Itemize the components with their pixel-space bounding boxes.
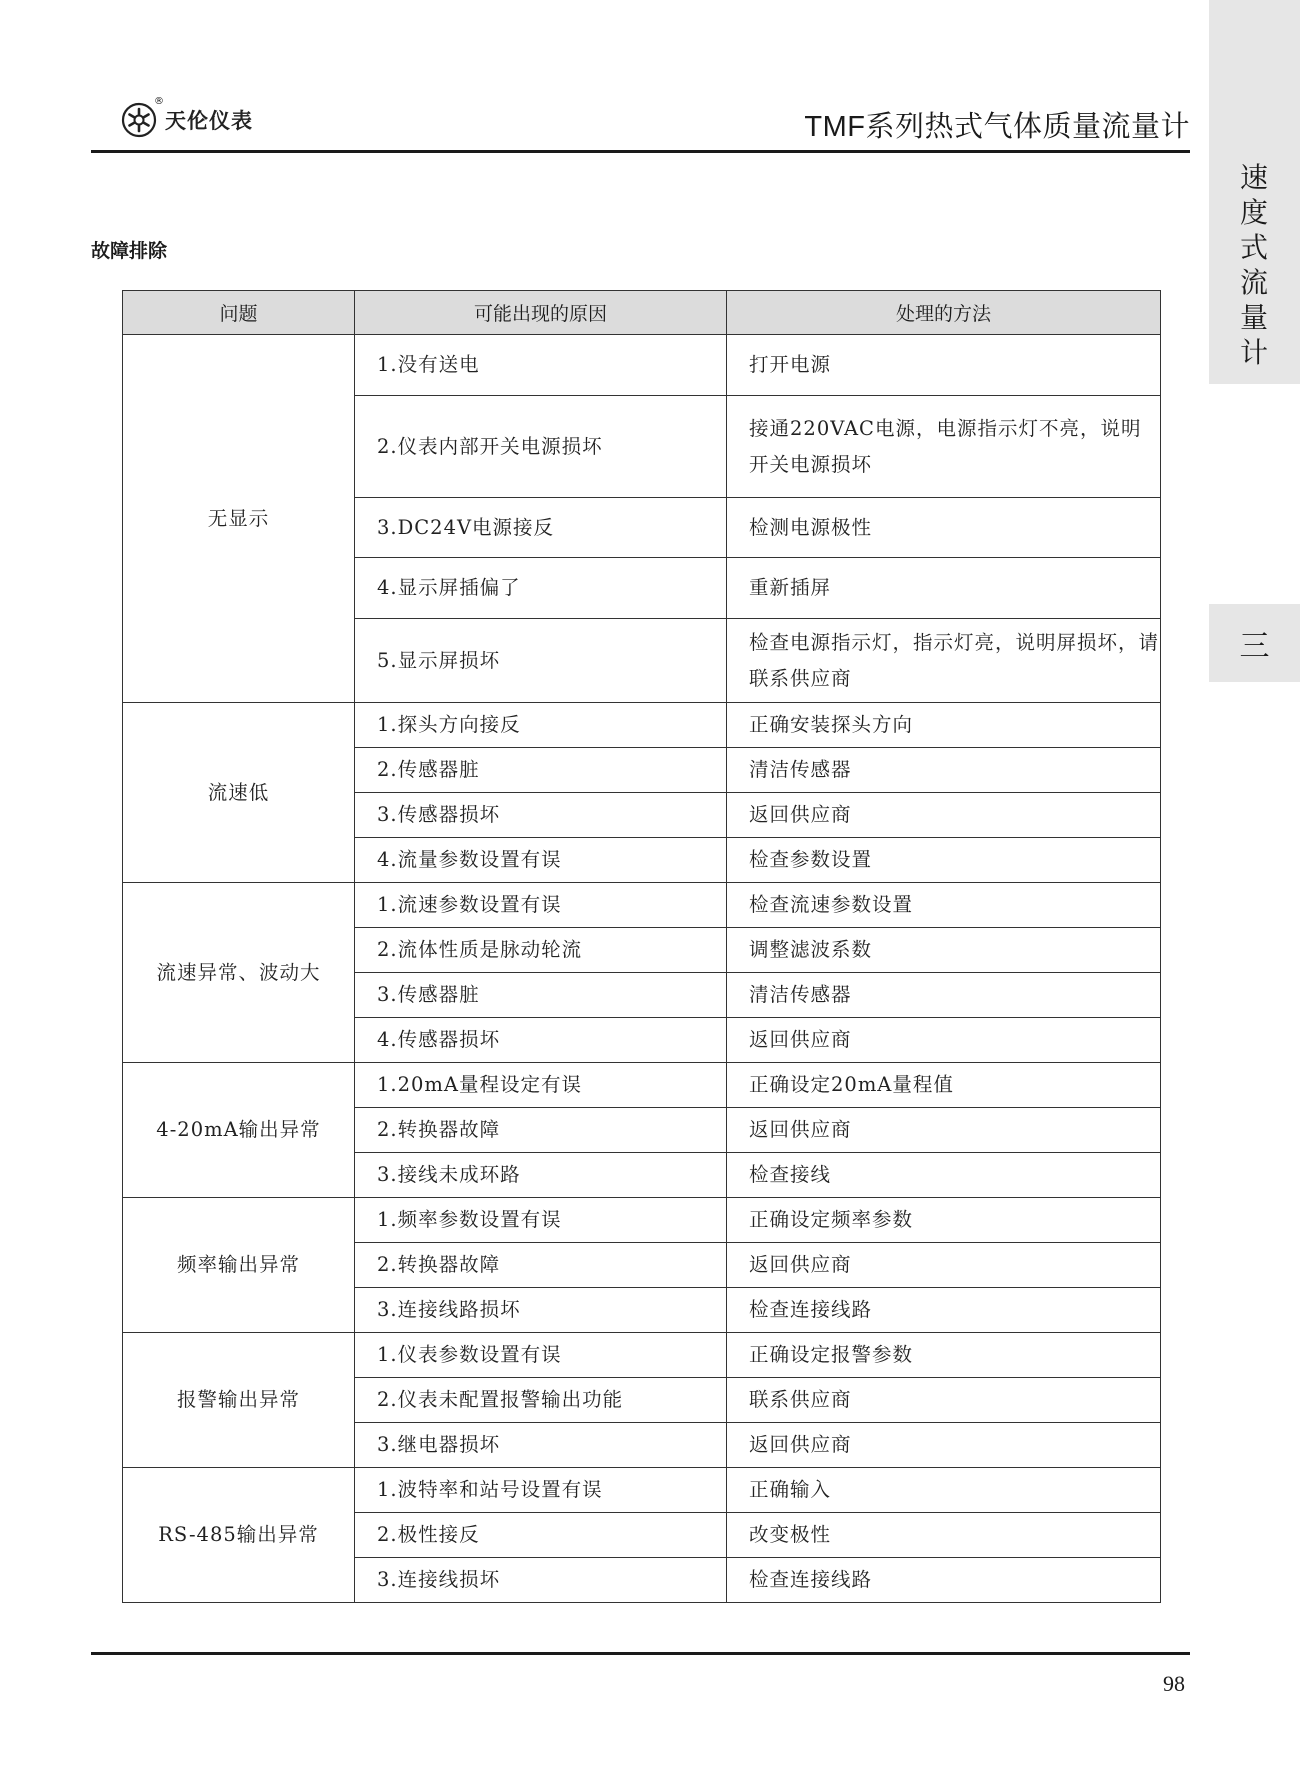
table-header-row <box>123 291 1161 335</box>
cause-cell: 1.探头方向接反 <box>355 703 727 748</box>
problem-cell: 流速低 <box>123 703 355 883</box>
section-number: 三 <box>1239 629 1270 664</box>
cause-cell: 4.流量参数设置有误 <box>355 838 727 883</box>
cause-cell: 2.极性接反 <box>355 1513 727 1558</box>
cause-cell: 3.传感器脏 <box>355 973 727 1018</box>
footer-rule <box>91 1652 1190 1655</box>
logo-text: 天伦仪表 <box>165 108 253 133</box>
problem-cell: RS-485输出异常 <box>123 1468 355 1603</box>
solution-cell: 改变极性 <box>727 1513 1161 1558</box>
table-row <box>123 1333 1161 1378</box>
solution-cell: 清洁传感器 <box>727 973 1161 1018</box>
chapter-char: 速 <box>1239 161 1268 194</box>
cause-cell: 2.仪表未配置报警输出功能 <box>355 1378 727 1423</box>
chapter-char: 度 <box>1239 196 1268 229</box>
solution-cell: 检查流速参数设置 <box>727 883 1161 928</box>
cause-cell: 1.流速参数设置有误 <box>355 883 727 928</box>
document-title: TMF系列热式气体质量流量计 <box>804 111 1190 143</box>
header-cause: 可能出现的原因 <box>355 291 727 335</box>
solution-cell: 返回供应商 <box>727 1018 1161 1063</box>
solution-cell: 正确设定频率参数 <box>727 1198 1161 1243</box>
header-solution: 处理的方法 <box>727 291 1161 335</box>
solution-cell: 正确安装探头方向 <box>727 703 1161 748</box>
solution-cell: 返回供应商 <box>727 1108 1161 1153</box>
cause-cell: 2.仪表内部开关电源损坏 <box>355 396 727 498</box>
cause-cell: 1.20mA量程设定有误 <box>355 1063 727 1108</box>
cause-cell: 3.继电器损坏 <box>355 1423 727 1468</box>
solution-cell: 检测电源极性 <box>727 498 1161 558</box>
header-problem: 问题 <box>123 291 355 335</box>
page-number: 98 <box>1163 1671 1185 1696</box>
problem-cell: 报警输出异常 <box>123 1333 355 1468</box>
solution-cell: 正确设定20mA量程值 <box>727 1063 1161 1108</box>
solution-cell: 联系供应商 <box>727 1378 1161 1423</box>
solution-cell: 接通220VAC电源，电源指示灯不亮，说明开关电源损坏 <box>727 396 1161 498</box>
section-number-tab <box>1209 604 1300 682</box>
logo-emblem-icon <box>121 96 164 138</box>
cause-cell: 4.传感器损坏 <box>355 1018 727 1063</box>
solution-cell: 检查电源指示灯，指示灯亮，说明屏损坏，请联系供应商 <box>727 619 1161 703</box>
table-row <box>123 335 1161 396</box>
problem-cell: 4-20mA输出异常 <box>123 1063 355 1198</box>
header-rule <box>91 150 1190 153</box>
problem-cell: 流速异常、波动大 <box>123 883 355 1063</box>
cause-cell: 1.波特率和站号设置有误 <box>355 1468 727 1513</box>
cause-cell: 4.显示屏插偏了 <box>355 558 727 619</box>
solution-cell: 清洁传感器 <box>727 748 1161 793</box>
chapter-title-vertical <box>1228 160 1280 370</box>
solution-cell: 检查接线 <box>727 1153 1161 1198</box>
chapter-char: 式 <box>1239 231 1268 264</box>
cause-cell: 5.显示屏损坏 <box>355 619 727 703</box>
solution-cell: 检查参数设置 <box>727 838 1161 883</box>
cause-cell: 3.接线未成环路 <box>355 1153 727 1198</box>
cause-cell: 3.传感器损坏 <box>355 793 727 838</box>
cause-cell: 2.转换器故障 <box>355 1108 727 1153</box>
problem-cell: 频率输出异常 <box>123 1198 355 1333</box>
chapter-char: 计 <box>1239 336 1268 369</box>
cause-cell: 1.频率参数设置有误 <box>355 1198 727 1243</box>
solution-cell: 正确设定报警参数 <box>727 1333 1161 1378</box>
cause-cell: 1.仪表参数设置有误 <box>355 1333 727 1378</box>
section-title: 故障排除 <box>91 240 168 262</box>
troubleshooting-table <box>122 290 1161 1603</box>
chapter-char: 量 <box>1239 301 1268 334</box>
cause-cell: 1.没有送电 <box>355 335 727 396</box>
chapter-char: 流 <box>1239 266 1268 299</box>
table-row <box>123 1468 1161 1513</box>
table-row <box>123 703 1161 748</box>
cause-cell: 2.传感器脏 <box>355 748 727 793</box>
solution-cell: 打开电源 <box>727 335 1161 396</box>
solution-cell: 返回供应商 <box>727 793 1161 838</box>
cause-cell: 3.DC24V电源接反 <box>355 498 727 558</box>
company-logo <box>121 96 253 138</box>
cause-cell: 2.转换器故障 <box>355 1243 727 1288</box>
solution-cell: 重新插屏 <box>727 558 1161 619</box>
solution-cell: 检查连接线路 <box>727 1558 1161 1603</box>
cause-cell: 3.连接线路损坏 <box>355 1288 727 1333</box>
solution-cell: 正确输入 <box>727 1468 1161 1513</box>
cause-cell: 2.流体性质是脉动轮流 <box>355 928 727 973</box>
table-row <box>123 1063 1161 1108</box>
problem-cell: 无显示 <box>123 335 355 703</box>
solution-cell: 调整滤波系数 <box>727 928 1161 973</box>
table-row <box>123 1198 1161 1243</box>
solution-cell: 返回供应商 <box>727 1423 1161 1468</box>
solution-cell: 检查连接线路 <box>727 1288 1161 1333</box>
table-row <box>123 883 1161 928</box>
registered-mark: ® <box>154 96 164 107</box>
cause-cell: 3.连接线损坏 <box>355 1558 727 1603</box>
solution-cell: 返回供应商 <box>727 1243 1161 1288</box>
